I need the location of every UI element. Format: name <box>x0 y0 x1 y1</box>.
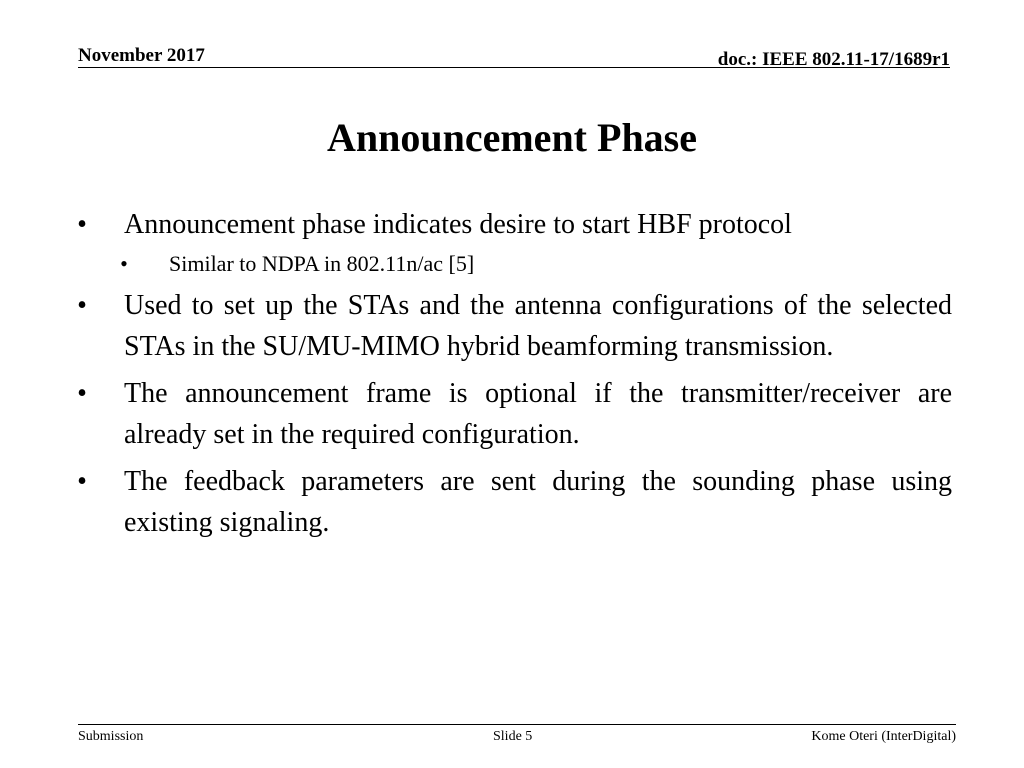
bullet-text: Used to set up the STAs and the antenna configurations of the selected STAs in the SU/MU-MIMO hybrid beamforming transmission. <box>124 290 952 362</box>
slide-title: Announcement Phase <box>326 115 698 160</box>
footer-author: Kome Oteri (InterDigital) <box>811 729 956 744</box>
bullet-icon: • <box>77 466 87 497</box>
bullet-text: Announcement phase indicates desire to start HBF protocol <box>124 209 792 240</box>
header-date: November 2017 <box>78 45 205 66</box>
footer-submission: Submission <box>78 729 144 744</box>
bullet-list <box>72 204 952 549</box>
bullet-item-3 <box>72 373 952 455</box>
header-divider <box>78 67 950 68</box>
bullet-item-4 <box>72 461 952 543</box>
bullet-icon: • <box>77 290 87 321</box>
bullet-icon: • <box>77 378 87 409</box>
bullet-text: The announcement frame is optional if the transmitter/receiver are already set in the required configuration. <box>124 378 952 450</box>
bullet-text: The feedback parameters are sent during the sounding phase using existing signaling. <box>124 466 952 538</box>
sub-bullet-icon: • <box>120 251 128 276</box>
bullet-icon: • <box>77 209 87 240</box>
bullet-item-1 <box>72 204 952 245</box>
header-doc-id: doc.: IEEE 802.11-17/1689r1 <box>717 49 950 70</box>
footer-divider <box>78 724 956 725</box>
slide-number: Slide 5 <box>493 729 533 744</box>
sub-bullet-item-1 <box>72 247 952 281</box>
bullet-item-2 <box>72 285 952 367</box>
sub-bullet-text: Similar to NDPA in 802.11n/ac [5] <box>169 251 475 276</box>
